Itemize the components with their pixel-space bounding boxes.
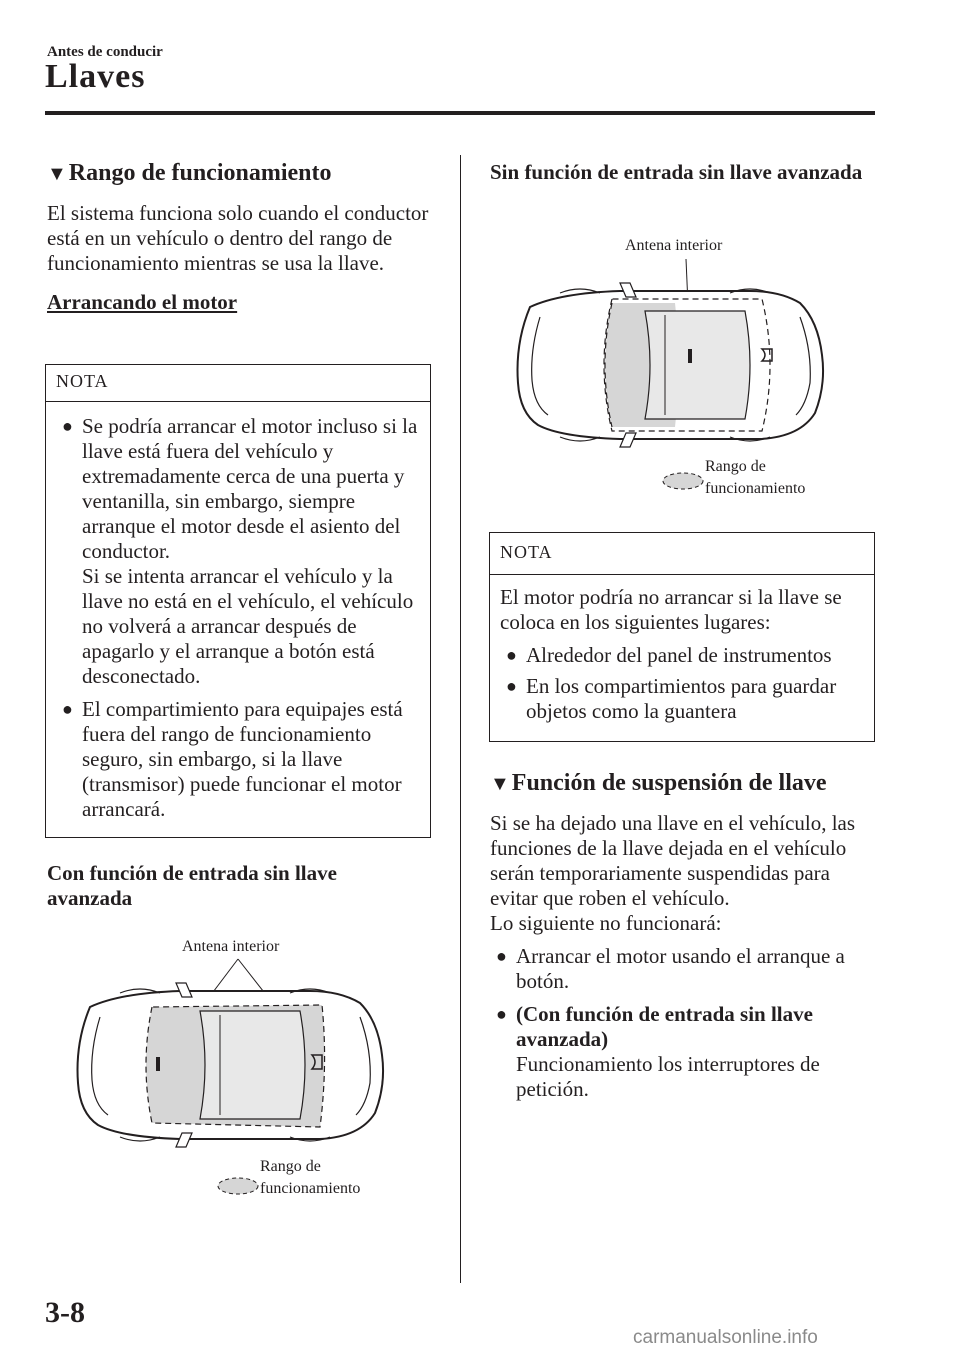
range-label-line: Rango de bbox=[705, 458, 766, 475]
list-item-extra: Funcionamiento los interruptores de petición. bbox=[516, 1052, 820, 1101]
antenna-label-left: Antena interior bbox=[182, 938, 280, 955]
range-label-line: funcionamiento bbox=[705, 480, 806, 497]
suspension-list bbox=[490, 944, 875, 1102]
nota-bullet bbox=[56, 414, 422, 689]
heading-suspension-text: Función de suspensión de llave bbox=[511, 770, 827, 796]
list-item bbox=[490, 944, 875, 994]
nota-box-right bbox=[489, 532, 875, 742]
bullet-dot-icon: ● bbox=[62, 416, 73, 436]
nota-bullet-extra: Si se intenta arrancar el vehículo y la llave no está en el vehículo, el vehículo no volverá a arrancar después de apagarlo y el arranque a botón está desconectado. bbox=[82, 564, 414, 688]
page-number: 3-8 bbox=[45, 1296, 85, 1329]
intro-paragraph: El sistema funciona solo cuando el conductor está en un vehículo o dentro del rango de funcionamiento mientras se usa la llave. bbox=[47, 201, 429, 275]
triangle-down-icon: ▼ bbox=[47, 163, 67, 185]
nota-bullet bbox=[500, 674, 866, 724]
bullet-dot-icon: ● bbox=[496, 946, 507, 966]
heading-rango-text: Rango de funcionamiento bbox=[68, 160, 332, 186]
left-column bbox=[47, 158, 433, 315]
nota-bullet-text: En los compartimientos para guardar objetos como la guantera bbox=[526, 674, 837, 723]
chapter-title: Llaves bbox=[45, 58, 146, 95]
list-item-text: Arrancar el motor usando el arranque a botón. bbox=[516, 944, 845, 993]
list-item bbox=[490, 1002, 875, 1102]
suspension-section bbox=[490, 768, 875, 1108]
nota-title: NOTA bbox=[46, 365, 430, 402]
nota-bullet-text: Alrededor del panel de instrumentos bbox=[526, 643, 832, 667]
section-label: Antes de conducir bbox=[47, 44, 163, 60]
triangle-down-icon: ▼ bbox=[490, 773, 510, 795]
range-label-line: funcionamiento bbox=[260, 1180, 361, 1197]
nota-intro: El motor podría no arrancar si la llave se coloca en los siguientes lugares: bbox=[500, 585, 842, 634]
list-item-text: (Con función de entrada sin llave avanzada) bbox=[516, 1002, 813, 1051]
suspension-paragraph: Si se ha dejado una llave en el vehículo, las funciones de la llave dejada en el vehículo serán temporariamente suspendidas para evitar que roben el vehículo. bbox=[490, 811, 856, 910]
bullet-dot-icon: ● bbox=[506, 645, 517, 665]
bullet-dot-icon: ● bbox=[62, 699, 73, 719]
figure-heading-right: Sin función de entrada sin llave avanzada bbox=[490, 160, 863, 184]
nota-bullet-text: Se podría arrancar el motor incluso si la llave está fuera del vehículo y extremadamente cerca de una puerta y ventanilla, sin embargo, siempre arranque el motor desde el asiento del conductor. bbox=[82, 414, 418, 563]
heading-suspension bbox=[490, 768, 875, 799]
column-divider bbox=[460, 155, 461, 1283]
subheading-arrancando: Arrancando el motor bbox=[47, 290, 238, 314]
nota-bullet-text: El compartimiento para equipajes está fuera del rango de funcionamiento seguro, sin embargo, si la llave (transmisor) puede funcionar el motor arrancará. bbox=[82, 697, 403, 821]
range-label-line: Rango de bbox=[260, 1158, 321, 1175]
suspension-paragraph-2: Lo siguiente no funcionará: bbox=[490, 911, 722, 935]
nota-body bbox=[46, 402, 430, 832]
heading-rango bbox=[47, 158, 433, 189]
bullet-dot-icon: ● bbox=[496, 1004, 507, 1024]
watermark: carmanualsonline.info bbox=[633, 1327, 818, 1348]
nota-bullet bbox=[56, 697, 422, 822]
bullet-dot-icon: ● bbox=[506, 676, 517, 696]
range-label-right bbox=[705, 456, 805, 500]
nota-body bbox=[490, 575, 874, 734]
nota-bullet bbox=[500, 643, 866, 668]
header-rule bbox=[45, 111, 875, 115]
nota-title: NOTA bbox=[490, 533, 874, 575]
figure-heading-left: Con función de entrada sin llave avanzada bbox=[47, 861, 337, 910]
antenna-label-right: Antena interior bbox=[625, 237, 723, 254]
range-label-left bbox=[260, 1156, 360, 1200]
nota-box-left bbox=[45, 364, 431, 838]
